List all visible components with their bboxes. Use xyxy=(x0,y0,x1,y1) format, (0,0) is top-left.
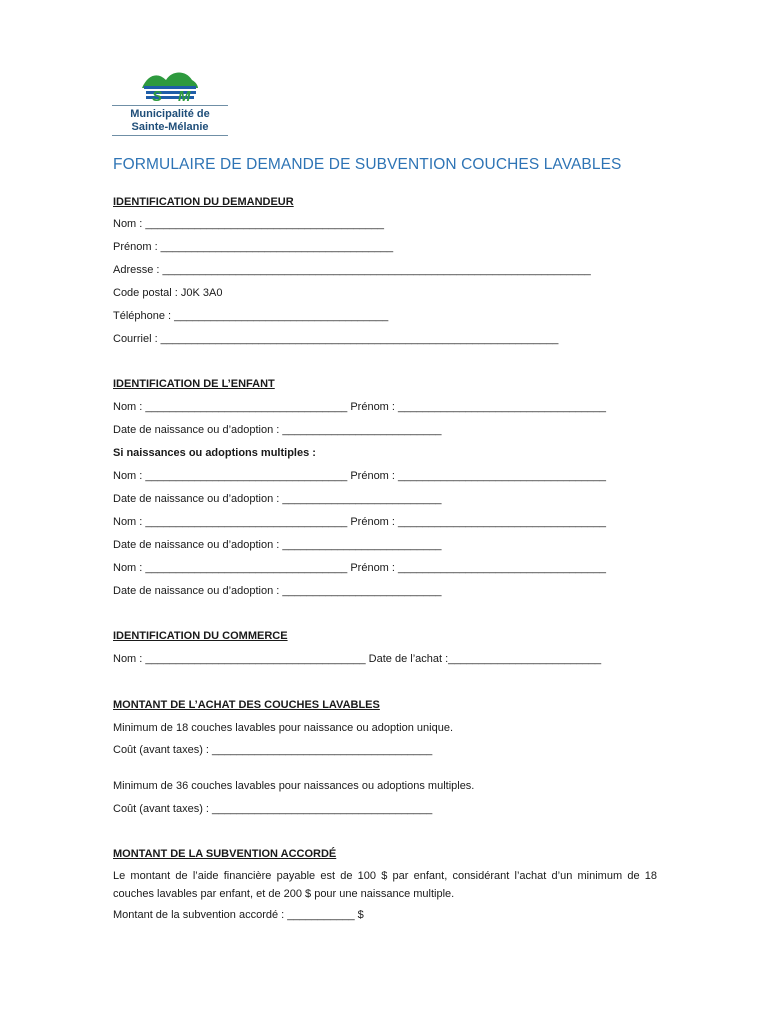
field-enfant-nom-prenom-4[interactable]: Nom : _________________________________ Prénom : __________________________________ xyxy=(113,562,607,574)
subvention-paragraph: Le montant de l’aide financière payable est de 100 $ par enfant, considérant l’achat d’un minimum de 18 couches lavables par enfant, et de 200 $ pour une naissance multiple. xyxy=(113,870,657,900)
field-enfant-date-1[interactable]: Date de naissance ou d’adoption : __________________________ xyxy=(113,424,442,436)
field-demandeur-code-postal: Code postal : J0K 3A0 xyxy=(113,287,223,299)
logo-emblem-icon xyxy=(140,70,200,104)
svg-text:S: S xyxy=(152,88,163,104)
logo-name-line2: Sainte-Mélanie xyxy=(131,121,209,133)
form-title: FORMULAIRE DE DEMANDE DE SUBVENTION COUCHES LAVABLES xyxy=(113,156,622,173)
field-demandeur-nom[interactable]: Nom : _______________________________________ xyxy=(113,218,384,230)
field-demandeur-adresse[interactable]: Adresse : ______________________________________________________________________ xyxy=(113,264,591,276)
field-enfant-date-2[interactable]: Date de naissance ou d’adoption : __________________________ xyxy=(113,493,442,505)
field-enfant-date-3[interactable]: Date de naissance ou d’adoption : __________________________ xyxy=(113,539,442,551)
field-enfant-nom-prenom-3[interactable]: Nom : _________________________________ Prénom : __________________________________ xyxy=(113,516,607,528)
section-heading-demandeur: IDENTIFICATION DU DEMANDEUR xyxy=(113,196,294,208)
field-demandeur-prenom[interactable]: Prénom : ______________________________________ xyxy=(113,241,394,253)
section-heading-enfant: IDENTIFICATION DE L’ENFANT xyxy=(113,378,275,390)
field-cout-1[interactable]: Coût (avant taxes) : ____________________________________ xyxy=(113,744,433,756)
field-cout-2[interactable]: Coût (avant taxes) : ____________________________________ xyxy=(113,803,433,815)
field-enfant-nom-prenom-2[interactable]: Nom : _________________________________ Prénom : __________________________________ xyxy=(113,470,607,482)
field-montant-subvention[interactable]: Montant de la subvention accordé : ___________ $ xyxy=(113,909,364,921)
field-demandeur-telephone[interactable]: Téléphone : ___________________________________ xyxy=(113,310,389,322)
svg-text:M: M xyxy=(178,88,191,104)
field-commerce-nom-date[interactable]: Nom : ____________________________________ Date de l’achat :_________________________ xyxy=(113,653,602,665)
field-enfant-nom-prenom-1[interactable]: Nom : _________________________________ Prénom : __________________________________ xyxy=(113,401,607,413)
municipality-logo xyxy=(112,70,232,138)
min-unique-text: Minimum de 18 couches lavables pour naissance ou adoption unique. xyxy=(113,722,453,734)
section-heading-subvention: MONTANT DE LA SUBVENTION ACCORDÉ xyxy=(113,848,337,860)
multiples-label: Si naissances ou adoptions multiples : xyxy=(113,447,316,459)
logo-bottom-rule xyxy=(112,135,228,136)
section-heading-commerce: IDENTIFICATION DU COMMERCE xyxy=(113,630,288,642)
field-enfant-date-4[interactable]: Date de naissance ou d’adoption : __________________________ xyxy=(113,585,442,597)
min-multiples-text: Minimum de 36 couches lavables pour naissances ou adoptions multiples. xyxy=(113,780,475,792)
field-demandeur-courriel[interactable]: Courriel : _________________________________________________________________ xyxy=(113,333,559,345)
logo-name-line1: Municipalité de xyxy=(130,108,210,120)
section-heading-montant-achat: MONTANT DE L’ACHAT DES COUCHES LAVABLES xyxy=(113,699,380,711)
logo-top-rule xyxy=(112,105,228,106)
